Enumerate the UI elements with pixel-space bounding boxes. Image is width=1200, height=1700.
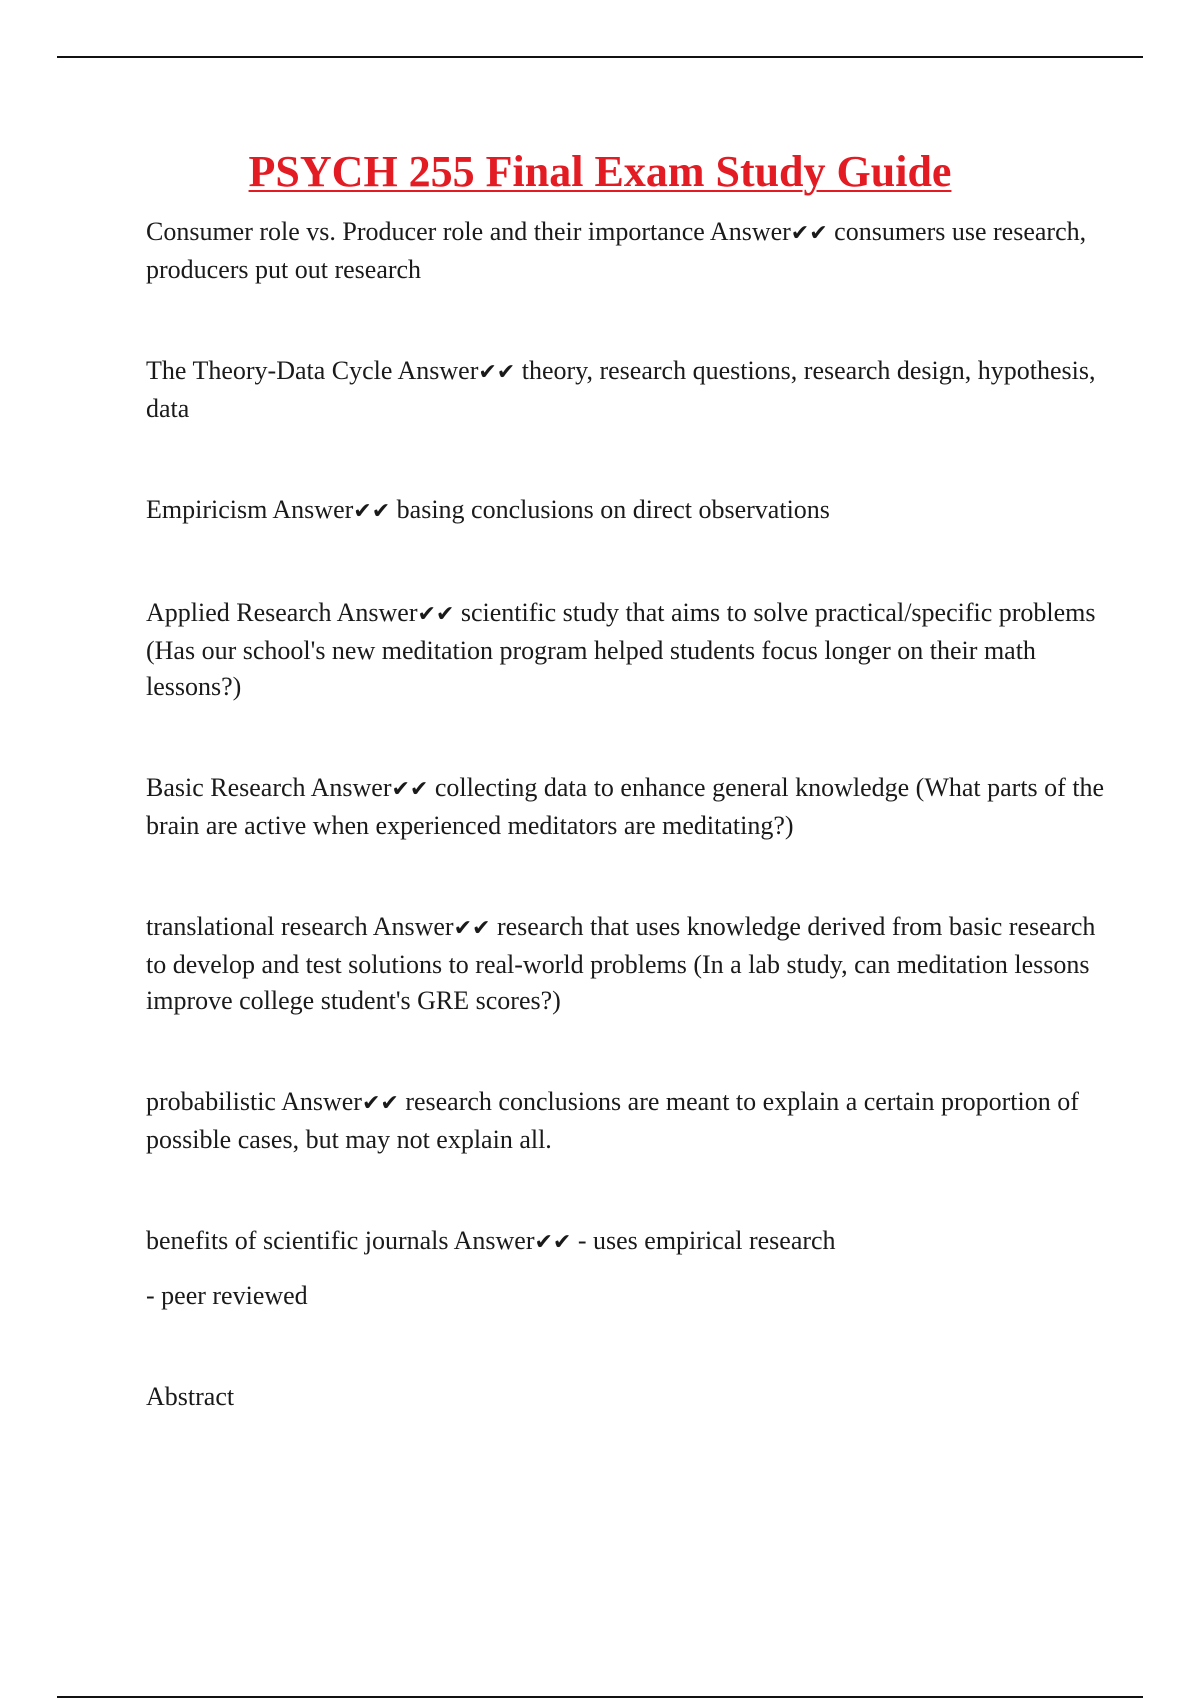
entry-answer: - uses empirical research [577, 1226, 836, 1255]
answer-label: Answer [372, 912, 454, 941]
entry-translational-research [146, 909, 1106, 1019]
entry-answer: research that uses knowledge derived from basic research to develop and test solutions to real-world problems (In a lab study, can meditation lessons improve college student's GRE scores?) [146, 912, 1096, 1015]
entry-consumer-producer [146, 214, 1106, 288]
study-guide-content [146, 214, 1106, 1415]
answer-label: Answer [281, 1087, 362, 1116]
entry-basic-research [146, 770, 1106, 844]
check-marks-icon: ✔✔ [353, 499, 391, 524]
entry-theory-data-cycle [146, 353, 1106, 427]
answer-label: Answer [709, 217, 791, 246]
entry-term: Applied Research [146, 598, 332, 627]
entry-answer-extra-line: - peer reviewed [146, 1281, 308, 1310]
entry-answer: research conclusions are meant to explain a certain proportion of possible cases, but may not explain all. [146, 1087, 1079, 1154]
check-marks-icon: ✔✔ [391, 777, 429, 802]
answer-label: Answer [397, 356, 479, 385]
check-marks-icon: ✔✔ [417, 602, 455, 627]
entry-term: Consumer role vs. Producer role and their importance [146, 217, 705, 246]
entry-scientific-journals [146, 1223, 1106, 1261]
check-marks-icon: ✔✔ [478, 360, 516, 385]
entry-abstract: Abstract [146, 1382, 235, 1411]
top-divider [57, 56, 1143, 58]
entry-answer: collecting data to enhance general knowledge (What parts of the brain are active when experienced meditators are meditating?) [146, 773, 1105, 840]
entry-answer: consumers use research, producers put out research [146, 217, 1087, 284]
answer-label: Answer [336, 598, 418, 627]
entry-term: benefits of scientific journals [146, 1226, 449, 1255]
page-title: PSYCH 255 Final Exam Study Guide [248, 147, 952, 196]
entry-term: Basic Research [146, 773, 306, 802]
check-marks-icon: ✔✔ [453, 916, 491, 941]
check-marks-icon: ✔✔ [361, 1091, 399, 1116]
entry-term: probabilistic [146, 1087, 276, 1116]
entry-term: Empiricism [146, 495, 268, 524]
answer-label: Answer [272, 495, 354, 524]
entry-term: translational research [146, 912, 368, 941]
answer-label: Answer [453, 1226, 535, 1255]
entry-answer: scientific study that aims to solve practical/specific problems (Has our school's new meditation program helped students focus longer on their math lessons?) [146, 598, 1096, 701]
check-marks-icon: ✔✔ [534, 1230, 572, 1255]
entry-applied-research [146, 595, 1106, 705]
check-marks-icon: ✔✔ [790, 221, 828, 246]
answer-label: Answer [310, 773, 392, 802]
entry-probabilistic [146, 1084, 1106, 1158]
entry-answer: theory, research questions, research design, hypothesis, data [146, 356, 1096, 423]
bottom-divider [57, 1696, 1143, 1698]
entry-term: The Theory-Data Cycle [146, 356, 393, 385]
entry-empiricism [146, 492, 1106, 530]
entry-answer: basing conclusions on direct observations [396, 495, 830, 524]
